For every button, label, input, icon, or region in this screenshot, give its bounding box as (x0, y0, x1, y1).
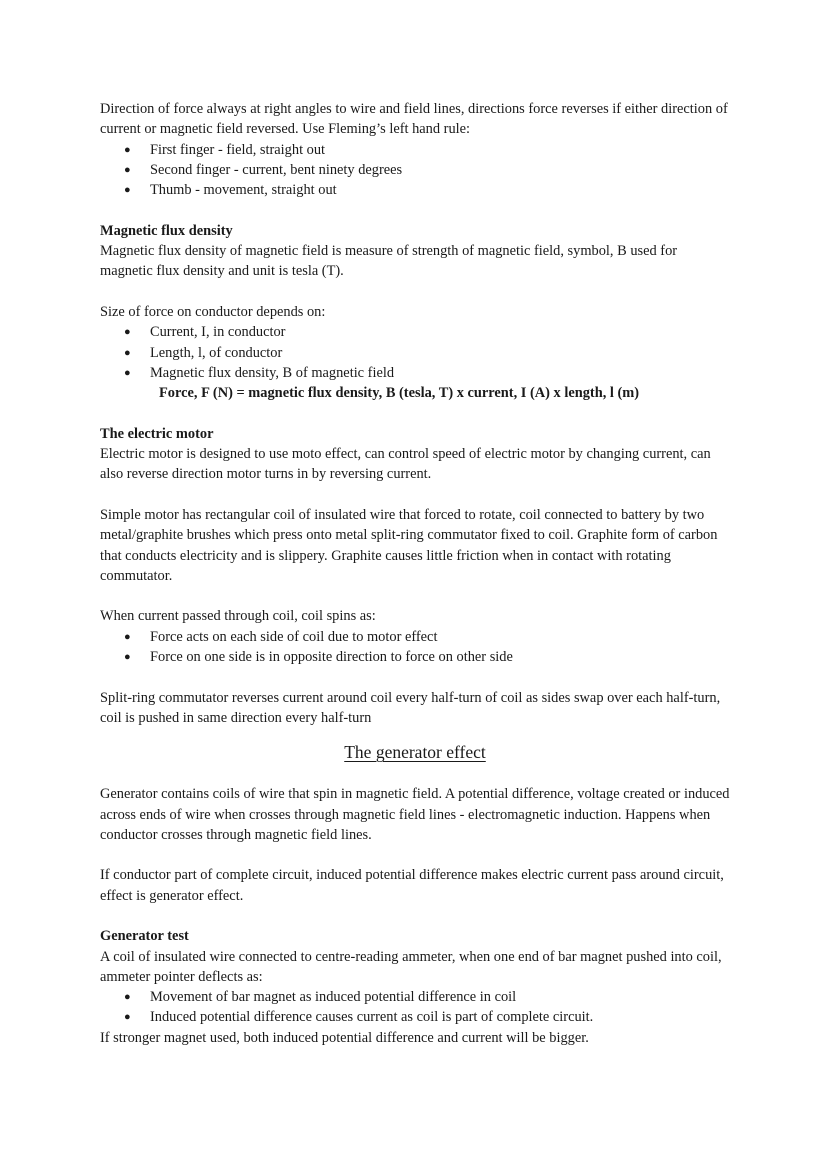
force-direction-intro: Direction of force always at right angles to wire and field lines, directions force reverses if either direction of current or magnetic field reversed. Use Fleming’s left hand rule: (100, 101, 728, 138)
list-item: ● Second finger - current, bent ninety degrees (100, 160, 730, 180)
generator-test-intro: A coil of insulated wire connected to centre-reading ammeter, when one end of bar magnet pushed into coil, ammeter pointer deflects as: (100, 948, 722, 985)
bullet-icon: ● (124, 326, 131, 339)
bullet-icon: ● (124, 651, 131, 664)
generator-test-heading: Generator test (100, 928, 189, 945)
force-factors-list (100, 322, 730, 383)
coil-spin-intro: When current passed through coil, coil spins as: (100, 608, 376, 625)
commutator-body: Split-ring commutator reverses current around coil every half-turn of coil as sides swap over each half-turn, coil is pushed in same direction every half-turn (100, 689, 721, 726)
generator-test-list (100, 987, 730, 1028)
list-item: ● Induced potential difference causes current as coil is part of complete circuit. (100, 1007, 730, 1027)
bullet-icon: ● (124, 630, 131, 643)
flux-density-body: Magnetic flux density of magnetic field is measure of strength of magnetic field, symbol, B used for magnetic flux density and unit is tesla (T). (100, 243, 678, 280)
list-item: ● Magnetic flux density, B of magnetic field (100, 363, 730, 383)
flemings-rule-list (100, 140, 730, 201)
bullet-icon: ● (124, 1011, 131, 1024)
list-item: ● Force on one side is in opposite direction to force on other side (100, 647, 730, 667)
bullet-icon: ● (124, 143, 131, 156)
coil-spin-list (100, 627, 730, 668)
generator-body: Generator contains coils of wire that spin in magnetic field. A potential difference, voltage created or induced across ends of wire when crosses through magnetic field lines - electromagnetic induction. Happens when conductor crosses through magnetic field lines. (100, 786, 730, 843)
generator-effect-body: If conductor part of complete circuit, induced potential difference makes electric current pass around circuit, effect is generator effect. (100, 867, 724, 904)
generator-test-conclusion: If stronger magnet used, both induced potential difference and current will be bigger. (100, 1029, 589, 1046)
document-body (100, 99, 730, 1048)
section-title: The generator effect (344, 742, 486, 763)
list-item: ● Force acts on each side of coil due to motor effect (100, 627, 730, 647)
list-item: ● Movement of bar magnet as induced potential difference in coil (100, 987, 730, 1007)
force-formula: Force, F (N) = magnetic flux density, B (tesla, T) x current, I (A) x length, l (m) (159, 385, 640, 402)
electric-motor-body: Electric motor is designed to use moto effect, can control speed of electric motor by changing current, can also reverse direction motor turns in by reversing current. (100, 446, 711, 483)
list-item: ● Thumb - movement, straight out (100, 180, 730, 200)
bullet-icon: ● (124, 366, 131, 379)
flux-density-heading: Magnetic flux density (100, 222, 233, 239)
list-item: ● Length, l, of conductor (100, 343, 730, 363)
list-item: ● First finger - field, straight out (100, 140, 730, 160)
simple-motor-body: Simple motor has rectangular coil of insulated wire that forced to rotate, coil connected to battery by two metal/graphite brushes which press onto metal split-ring commutator fixed to coil. Graphite form of carbon that conducts electricity and is slippery. Graphite causes little friction when in contact with rotating commutator. (100, 506, 718, 584)
bullet-icon: ● (124, 163, 131, 176)
force-size-intro: Size of force on conductor depends on: (100, 303, 326, 320)
bullet-icon: ● (124, 991, 131, 1004)
bullet-icon: ● (124, 346, 131, 359)
bullet-icon: ● (124, 184, 131, 197)
electric-motor-heading: The electric motor (100, 425, 214, 442)
list-item: ● Current, I, in conductor (100, 322, 730, 342)
